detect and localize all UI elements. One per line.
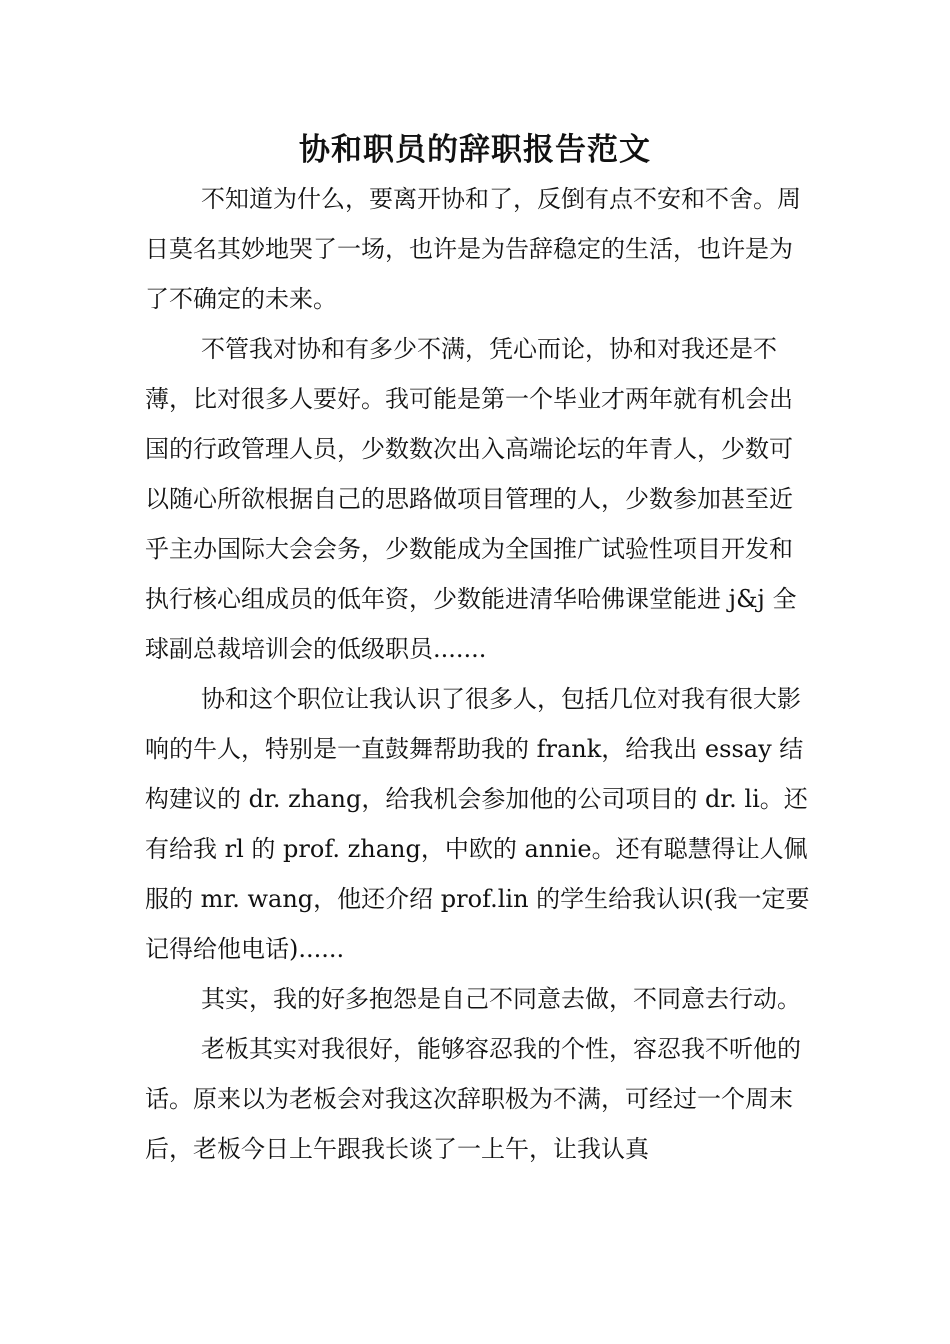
paragraph-5: 老板其实对我很好，能够容忍我的个性，容忍我不听他的话。原来以为老板会对我这次辞职极为不满，可经过一个周末后，老板今日上午跟我长谈了一上午，让我认真 [145,1035,801,1163]
document-body [145,174,815,1174]
paragraph-1: 不知道为什么，要离开协和了，反倒有点不安和不舍。周日莫名其妙地哭了一场，也许是为告辞稳定的生活，也许是为了不确定的未来。 [145,185,801,313]
paragraph-2: 不管我对协和有多少不满，凭心而论，协和对我还是不薄，比对很多人要好。我可能是第一个毕业才两年就有机会出国的行政管理人员，少数数次出入高端论坛的年青人，少数可以随心所欲根据自己的思路做项目管理的人，少数参加甚至近乎主办国际大会会务，少数能成为全国推广试验性项目开发和执行核心组成员的低年资，少数能进清华哈佛课堂能进 j&j 全球副总裁培训会的低级职员....... [145,335,797,663]
document-title: 协和职员的辞职报告范文 [299,132,651,168]
paragraph-4: 其实，我的好多抱怨是自己不同意去做，不同意去行动。 [201,985,801,1013]
paragraph-3: 协和这个职位让我认识了很多人，包括几位对我有很大影响的牛人，特别是一直鼓舞帮助我的 frank，给我出 essay 结构建议的 dr. zhang，给我机会参加他的公司项目的 dr. li。还有给我 rl 的 prof. zhang，中欧的 annie。还有聪慧得让人佩服的 mr. wang，他还介绍 prof.lin 的学生给我认识(我一定要记得给他电话)...... [145,685,810,963]
